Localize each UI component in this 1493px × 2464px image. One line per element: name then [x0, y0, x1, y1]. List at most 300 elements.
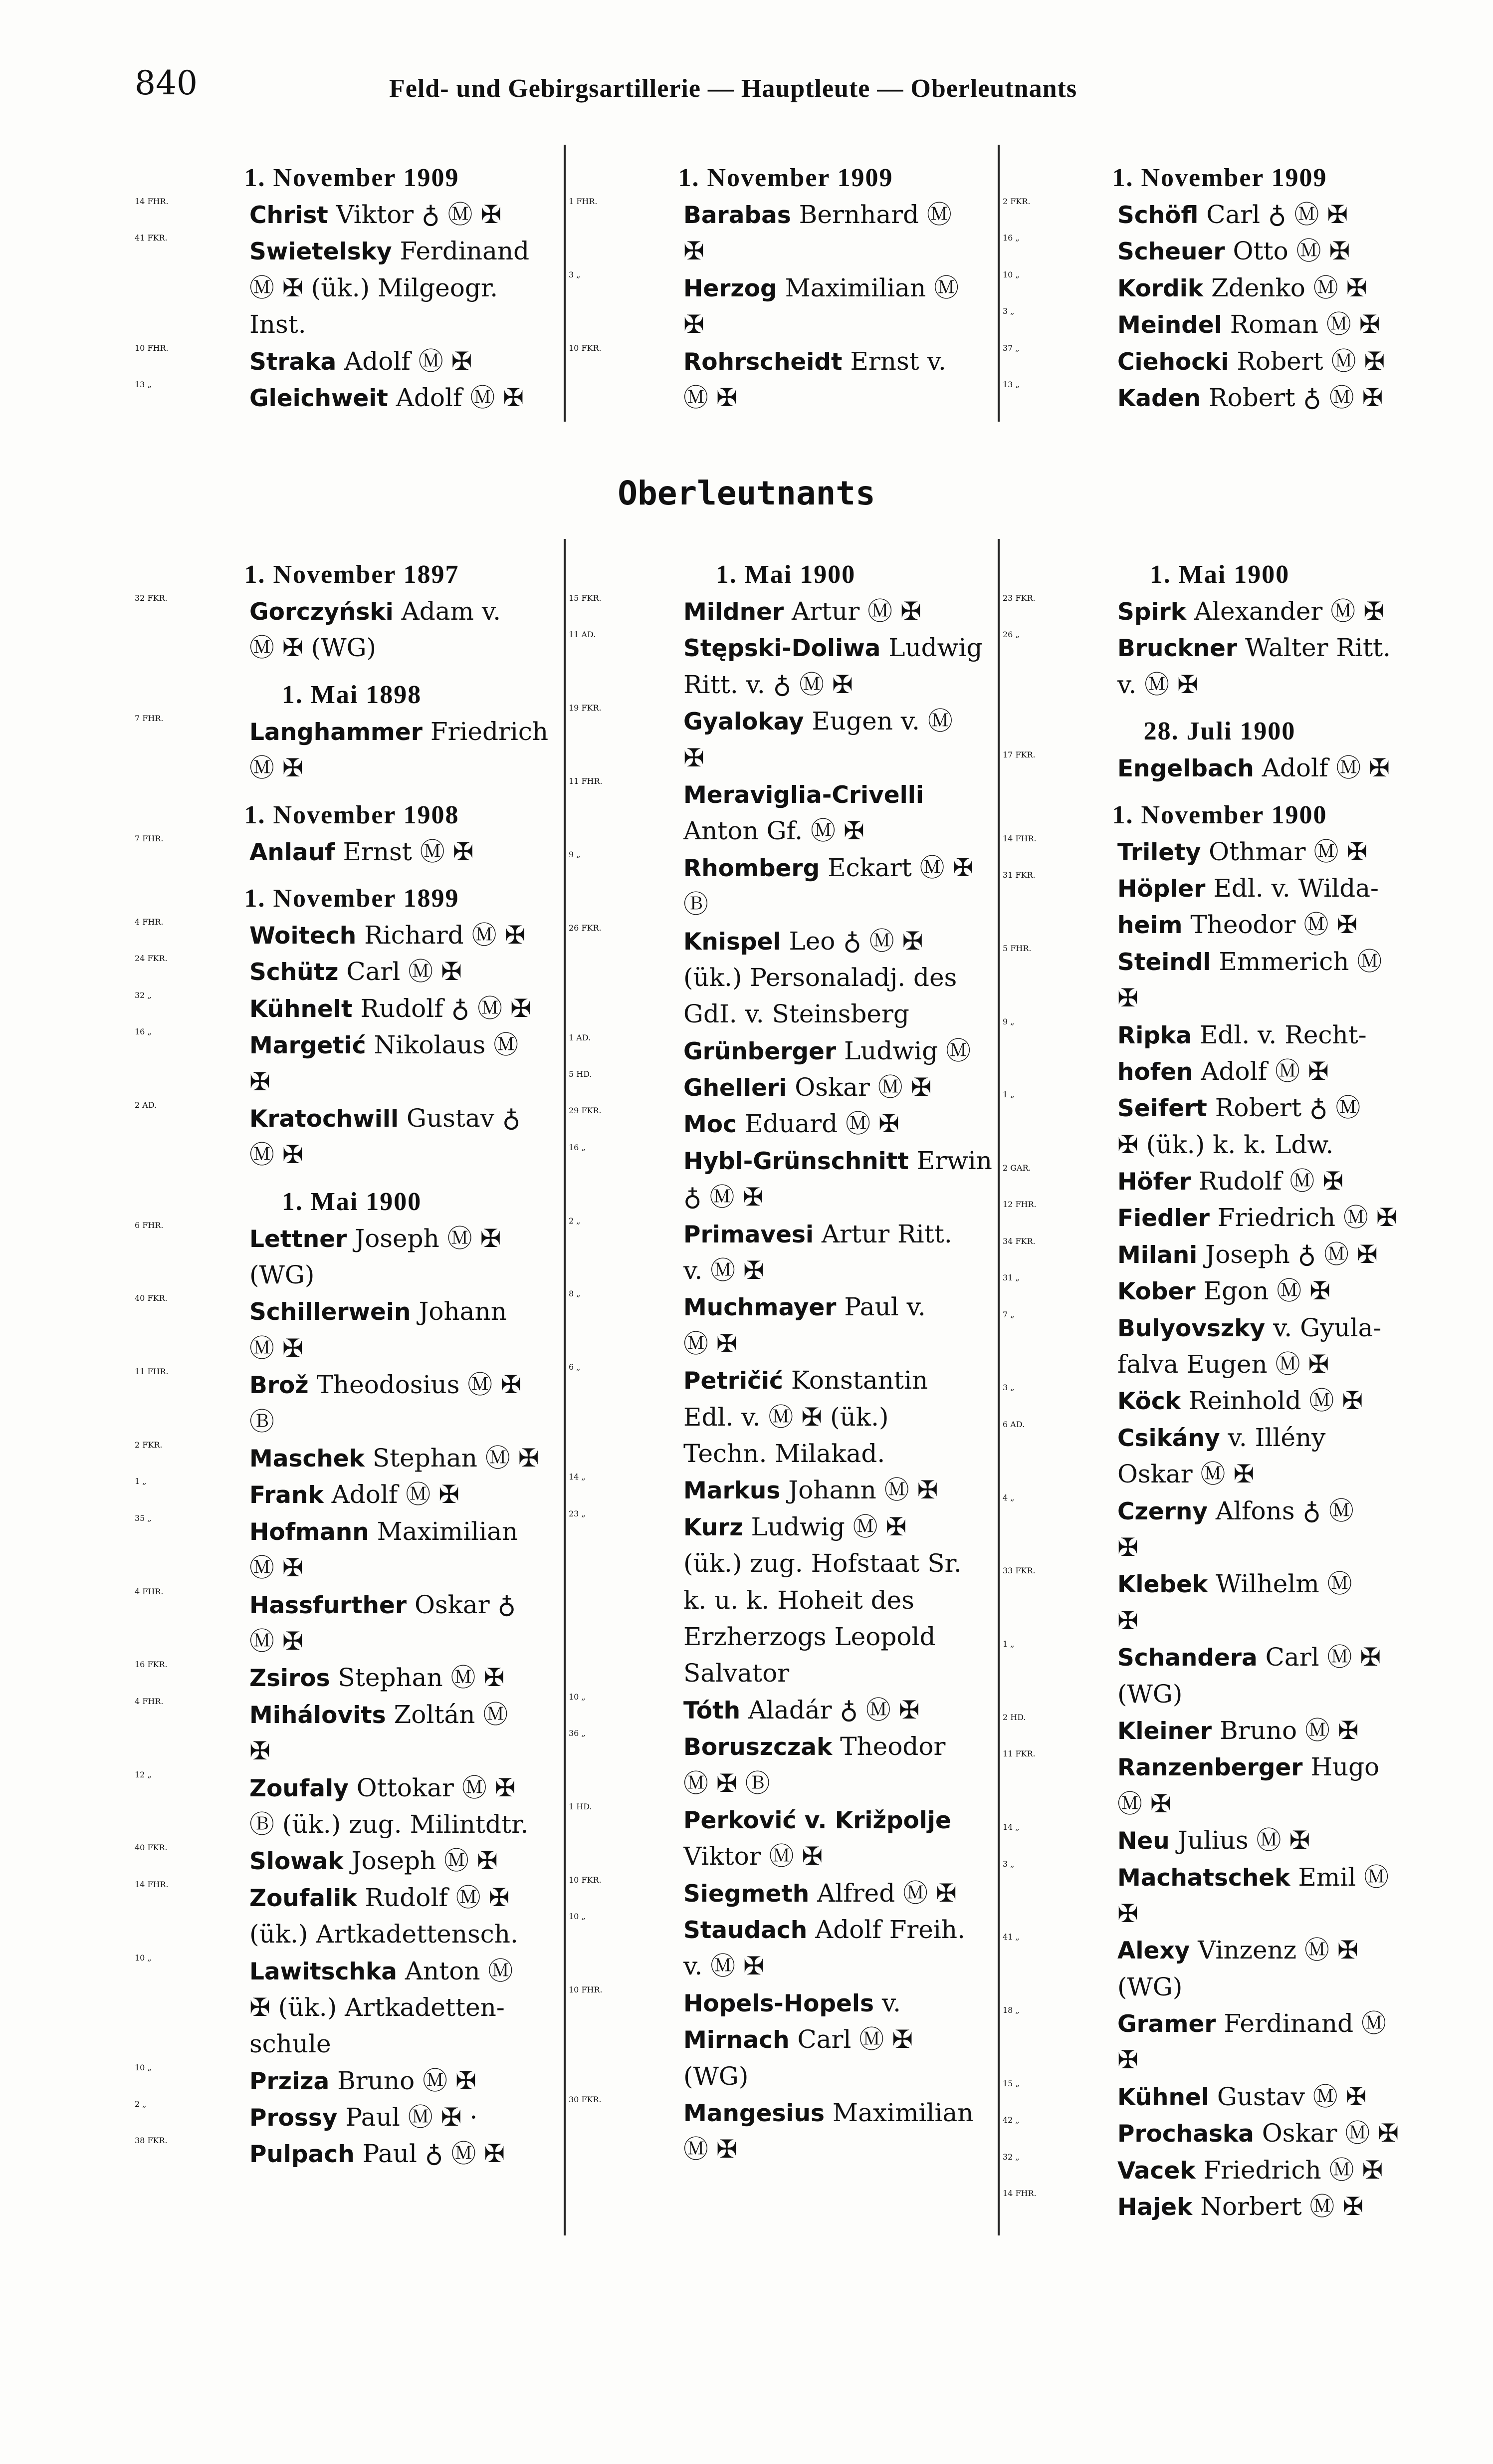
entry-line — [683, 630, 1003, 666]
entry-line — [683, 593, 1003, 630]
officer-surname: Pulpach — [249, 2141, 355, 2169]
unit-number: 2 GAR. — [1003, 1163, 1031, 1173]
entry-line — [249, 750, 569, 786]
entry-line — [249, 380, 569, 416]
officer-details: (WG) — [249, 1260, 315, 1290]
officer-surname: Höfer — [1117, 1168, 1191, 1196]
officer-surname: Ghelleri — [683, 1074, 787, 1102]
entry-line — [1117, 1566, 1437, 1602]
block-spacer — [135, 1174, 569, 1184]
officer-surname: Csikány — [1117, 1424, 1220, 1452]
date-heading: 1. November 1909 — [678, 164, 893, 192]
list-item — [1003, 343, 1437, 380]
unit-number: 14 „ — [569, 1472, 586, 1482]
entry-line — [683, 1106, 1003, 1142]
list-item — [1003, 270, 1437, 306]
entry-line — [683, 197, 1003, 233]
unit-number: 4 FHR. — [135, 1696, 164, 1706]
officer-details: Carl Ⓜ ✠ — [789, 2025, 913, 2054]
column-1 — [135, 556, 569, 2173]
officer-details: Eckart Ⓜ ✠ — [820, 853, 974, 882]
entry-line — [683, 306, 1003, 343]
officer-details: Erwin — [908, 1146, 993, 1175]
officer-details: ✠ — [1117, 984, 1138, 1013]
officer-details: Rudolf Ⓜ ✠ — [357, 1883, 510, 1912]
officer-details: Alfred Ⓜ ✠ — [809, 1878, 957, 1908]
unit-number: 3 „ — [1003, 1859, 1015, 1869]
entry-line — [683, 1252, 1003, 1289]
officer-details: Ⓜ ✠ — [249, 1626, 303, 1656]
officer-surname: Czerny — [1117, 1497, 1208, 1525]
officer-details: ✠ (ük.) Artkadetten- — [249, 1992, 505, 2022]
unit-number: 14 FHR. — [135, 1879, 169, 1889]
officer-details: Ⓜ ✠ — [683, 383, 737, 412]
officer-details: Bruno Ⓜ ✠ — [329, 2066, 476, 2095]
officer-surname: Gyalokay — [683, 708, 804, 736]
entry-line — [249, 1257, 569, 1293]
unit-number: 40 FKR. — [135, 1293, 168, 1303]
entry-line — [1117, 834, 1437, 870]
entry-line — [249, 1623, 569, 1660]
list-item — [135, 1477, 569, 1513]
officer-details: Richard Ⓜ ✠ — [356, 920, 526, 950]
officer-details: Adolf Ⓜ ✠ — [1254, 753, 1390, 783]
entry-line — [1117, 1127, 1437, 1163]
list-item — [569, 197, 1003, 270]
unit-number: 38 FKR. — [135, 2136, 168, 2146]
officer-surname: Staudach — [683, 1917, 808, 1945]
list-item — [569, 1472, 1003, 1508]
officer-surname: Schandera — [1117, 1644, 1258, 1672]
unit-number: 7 „ — [1003, 1309, 1015, 1319]
date-heading: 1. Mai 1900 — [715, 560, 856, 589]
officer-surname: Meindel — [1117, 311, 1222, 339]
officer-surname: Knispel — [683, 928, 781, 956]
officer-details: Ⓜ ✠ (ük.) Milgeogr. — [249, 273, 498, 302]
officer-details: (ük.) Artkadettensch. — [249, 1920, 518, 1949]
entry-line — [1117, 870, 1437, 907]
entry-line — [683, 1765, 1003, 1802]
entry-line — [1117, 1822, 1437, 1859]
officer-details: Aladár ♁ Ⓜ ✠ — [740, 1695, 920, 1725]
entry-line — [683, 1216, 1003, 1252]
officer-surname: Neu — [1117, 1827, 1170, 1855]
entry-line — [1117, 2042, 1437, 2078]
list-item — [135, 954, 569, 990]
officer-surname: Slowak — [249, 1848, 344, 1876]
list-item — [135, 343, 569, 380]
entry-line — [1117, 2079, 1437, 2115]
list-item — [135, 2099, 569, 2136]
list-item — [135, 1221, 569, 1294]
entry-line — [249, 1330, 569, 1367]
unit-number: 16 FKR. — [135, 1660, 168, 1670]
officer-details: Artur Ritt. — [814, 1219, 952, 1248]
unit-number: 16 „ — [135, 1027, 152, 1037]
list-item — [1003, 630, 1437, 703]
officer-details: v. Gyula- — [1265, 1313, 1382, 1342]
officer-surname: Siegmeth — [683, 1880, 810, 1908]
unit-number: 12 FHR. — [1003, 1200, 1037, 1210]
entry-line — [683, 1399, 1003, 1436]
officer-details: Roman Ⓜ ✠ — [1222, 310, 1380, 339]
list-item — [1003, 2005, 1437, 2079]
list-item — [569, 1912, 1003, 1985]
officer-details: Oskar Ⓜ ✠ — [1254, 2119, 1399, 2148]
entry-line — [249, 593, 569, 630]
officer-surname: Gramer — [1117, 2010, 1216, 2038]
entry-line — [1117, 1639, 1437, 1676]
section-title: Oberleutnants — [618, 474, 875, 512]
entry-line — [1117, 2152, 1437, 2189]
entry-line — [1117, 197, 1437, 233]
entry-line — [1117, 1420, 1437, 1456]
unit-number: 18 „ — [1003, 2005, 1020, 2015]
unit-number: 36 „ — [569, 1728, 586, 1738]
list-item — [569, 1728, 1003, 1802]
officer-details: ✠ — [1117, 1899, 1138, 1928]
date-heading: 1. November 1909 — [1112, 164, 1327, 192]
officer-surname: Kober — [1117, 1278, 1196, 1306]
officer-details: Zdenko Ⓜ ✠ — [1203, 273, 1367, 302]
entry-line — [1117, 1383, 1437, 1419]
entry-line — [683, 233, 1003, 269]
entry-line — [1117, 2115, 1437, 2152]
officer-details: Nikolaus Ⓜ — [366, 1030, 519, 1060]
officer-details: v. Ⓜ ✠ — [683, 1256, 764, 1285]
officer-details: (WG) — [683, 2061, 749, 2091]
officer-details: Artur Ⓜ ✠ — [784, 597, 921, 626]
entry-line — [683, 1509, 1003, 1545]
officer-surname: Bruckner — [1117, 635, 1238, 663]
entry-line — [683, 2095, 1003, 2131]
unit-number: 19 FKR. — [569, 703, 602, 713]
entry-line — [1117, 1493, 1437, 1529]
list-item — [569, 270, 1003, 343]
officer-details: Oskar ♁ — [407, 1590, 516, 1619]
date-heading: 1. November 1908 — [244, 800, 459, 829]
list-item — [1003, 197, 1437, 233]
column-rule-2 — [998, 539, 1000, 2235]
list-item — [569, 703, 1003, 776]
list-item — [569, 1509, 1003, 1692]
column-1 — [135, 160, 569, 416]
entry-line — [1117, 1090, 1437, 1126]
officer-details: schule — [249, 2029, 331, 2059]
officer-details: ♁ Ⓜ ✠ — [683, 1183, 764, 1212]
list-item — [569, 1802, 1003, 1875]
list-item — [569, 1985, 1003, 2095]
officer-details: Stephan Ⓜ ✠ — [330, 1663, 505, 1693]
unit-number: 37 „ — [1003, 343, 1020, 353]
unit-number: 1 „ — [1003, 1090, 1015, 1100]
entry-line — [683, 1692, 1003, 1728]
list-item — [569, 1289, 1003, 1362]
unit-number: 35 „ — [135, 1513, 152, 1523]
entry-line — [683, 1289, 1003, 1325]
list-item — [569, 1143, 1003, 1216]
officer-details: ✠ — [249, 1067, 270, 1096]
unit-number: 32 „ — [1003, 2152, 1020, 2162]
unit-number: 7 FHR. — [135, 713, 164, 723]
officer-surname: Petričić — [683, 1367, 783, 1395]
list-item — [135, 1953, 569, 2063]
unit-number: 6 „ — [569, 1362, 581, 1372]
entry-line — [249, 306, 569, 343]
entry-line — [1117, 593, 1437, 630]
unit-number: 10 FHR. — [135, 343, 169, 353]
officer-surname: Muchmayer — [683, 1294, 837, 1322]
officer-surname: Perković v. Križpolje — [683, 1806, 951, 1834]
unit-number: 2 „ — [569, 1216, 581, 1226]
entry-line — [249, 1221, 569, 1257]
unit-number: 8 „ — [569, 1289, 581, 1299]
list-item — [1003, 750, 1437, 786]
column-2 — [569, 160, 1003, 416]
officer-details: Rudolf ♁ Ⓜ ✠ — [352, 993, 531, 1023]
unit-number: 14 „ — [1003, 1822, 1020, 1832]
officer-details: Viktor Ⓜ ✠ — [683, 1842, 823, 1871]
entry-line — [683, 740, 1003, 776]
entry-line — [249, 1064, 569, 1100]
list-item — [135, 1027, 569, 1100]
officer-details: Paul ♁ Ⓜ ✠ — [354, 2139, 505, 2169]
entry-line — [1117, 2189, 1437, 2225]
officer-surname: Engelbach — [1117, 755, 1254, 783]
unit-number: 15 FKR. — [569, 593, 602, 603]
list-item — [1003, 306, 1437, 343]
unit-number: 5 HD. — [569, 1069, 592, 1079]
list-item — [1003, 1017, 1437, 1090]
officer-surname: Köck — [1117, 1388, 1181, 1416]
officer-surname: Boruszczak — [683, 1733, 833, 1761]
entry-line — [249, 1770, 569, 1806]
list-item — [1003, 1310, 1437, 1383]
unit-number: 13 „ — [1003, 379, 1020, 389]
entry-line — [249, 1733, 569, 1769]
officer-surname: Tóth — [683, 1697, 741, 1725]
entry-line — [683, 1179, 1003, 1216]
officer-details: Alexander Ⓜ ✠ — [1186, 597, 1385, 626]
entry-line — [683, 886, 1003, 923]
entry-line — [683, 1436, 1003, 1472]
entry-line — [683, 2131, 1003, 2168]
officer-details: Bruno Ⓜ ✠ — [1212, 1716, 1359, 1745]
officer-surname: Primavesi — [683, 1221, 814, 1248]
unit-number: 10 „ — [135, 1953, 152, 1963]
officer-details: Adolf Ⓜ ✠ — [336, 346, 472, 376]
officer-details: Techn. Milakad. — [683, 1439, 885, 1468]
officer-details: Alfons ♁ Ⓜ — [1208, 1496, 1354, 1525]
list-item — [135, 834, 569, 870]
unit-number: 14 FHR. — [135, 197, 169, 206]
list-item — [135, 1770, 569, 1843]
officer-details: Ⓜ ✠ — [1117, 1789, 1171, 1818]
officer-surname: Kurz — [683, 1513, 743, 1541]
officer-details: Viktor ♁ Ⓜ ✠ — [328, 200, 502, 229]
entry-line — [249, 630, 569, 666]
entry-line — [683, 923, 1003, 960]
list-item — [135, 917, 569, 954]
officer-surname: Bulyovszky — [1117, 1314, 1266, 1342]
entry-line — [249, 1587, 569, 1623]
entry-line — [1117, 1310, 1437, 1346]
entry-line — [249, 1806, 569, 1843]
unit-number: 9 „ — [569, 849, 581, 859]
officer-details: Ernst Ⓜ ✠ — [335, 837, 474, 866]
entry-line — [1117, 380, 1437, 416]
officer-details: Rudolf Ⓜ ✠ — [1191, 1167, 1344, 1196]
list-item — [135, 1843, 569, 1879]
list-item — [1003, 870, 1437, 944]
unit-number: 41 FKR. — [135, 233, 168, 243]
entry-line — [249, 1697, 569, 1733]
officer-surname: Hassfurther — [249, 1591, 407, 1619]
officer-details: Theodor — [832, 1732, 946, 1761]
list-item — [1003, 1859, 1437, 1933]
entry-line — [1117, 1529, 1437, 1566]
officer-details: Ⓑ — [683, 890, 708, 919]
entry-line — [249, 2026, 569, 2062]
page-header — [0, 0, 1493, 120]
officer-details: Ⓜ ✠ — [249, 1333, 303, 1363]
list-item — [569, 2095, 1003, 2168]
unit-number: 11 FHR. — [135, 1367, 169, 1377]
officer-details: Edl. v. Ⓜ ✠ (ük.) — [683, 1402, 889, 1432]
entry-line — [1117, 270, 1437, 306]
date-heading: 1. November 1899 — [244, 884, 459, 913]
officer-surname: Brož — [249, 1372, 309, 1400]
entry-line — [683, 1326, 1003, 1362]
officer-details: Norbert Ⓜ ✠ — [1192, 2192, 1364, 2221]
unit-number: 2 „ — [135, 2099, 147, 2109]
officer-details: (WG) — [1117, 1679, 1183, 1709]
officer-details: v. Illény — [1220, 1423, 1326, 1452]
officer-surname: Kleiner — [1117, 1717, 1212, 1745]
unit-number: 23 „ — [569, 1508, 586, 1518]
date-heading: 1. Mai 1898 — [281, 680, 422, 709]
list-item — [135, 1880, 569, 1953]
officer-details: Ⓜ ✠ — [249, 1553, 303, 1583]
block-spacer — [1003, 703, 1437, 713]
list-item — [135, 1440, 569, 1477]
officer-details: Theodor Ⓜ ✠ — [1182, 910, 1358, 940]
date-heading: 28. Juli 1900 — [1143, 717, 1296, 746]
list-item — [1003, 1163, 1437, 1200]
list-item — [569, 1216, 1003, 1289]
officer-details: Egon Ⓜ ✠ — [1195, 1276, 1330, 1306]
officer-details: Ottokar Ⓜ ✠ — [348, 1773, 516, 1802]
officer-details: Ⓜ ✠ — [249, 753, 303, 783]
officer-surname: Zoufalik — [249, 1884, 357, 1912]
officer-details: Joseph Ⓜ ✠ — [343, 1846, 498, 1876]
officer-surname: Langhammer — [249, 718, 423, 746]
unit-number: 2 FKR. — [1003, 197, 1031, 206]
entry-line — [249, 917, 569, 954]
column-rule-1 — [564, 539, 566, 2235]
entry-line — [683, 2058, 1003, 2095]
entry-line — [249, 343, 569, 380]
officer-details: ✠ — [249, 1736, 270, 1766]
officer-details: Edl. v. Wilda- — [1205, 873, 1379, 903]
officer-surname: Herzog — [683, 274, 777, 302]
entry-line — [249, 1100, 569, 1137]
officer-details: Julius Ⓜ ✠ — [1169, 1826, 1310, 1855]
officer-surname: Prochaska — [1117, 2120, 1254, 2148]
page-number: 840 — [135, 64, 198, 102]
officer-details: Ernst v. — [842, 346, 946, 376]
list-item — [1003, 1822, 1437, 1859]
entry-line — [249, 1367, 569, 1403]
entry-line — [249, 1477, 569, 1513]
officer-surname: Meraviglia-Crivelli — [683, 781, 924, 809]
officer-details: Konstantin — [783, 1366, 928, 1395]
officer-details: ✠ — [683, 743, 704, 772]
officer-surname: Milani — [1117, 1241, 1198, 1269]
officer-surname: Hopels-Hopels — [683, 1989, 874, 2017]
officer-surname: Zoufaly — [249, 1774, 349, 1802]
entry-line — [1117, 233, 1437, 269]
entry-line — [683, 703, 1003, 739]
officer-surname: Kordik — [1117, 274, 1204, 302]
officer-surname: Kaden — [1117, 384, 1201, 412]
officer-details: Salvator — [683, 1659, 790, 1688]
officer-details: v. Ⓜ ✠ — [1117, 670, 1198, 699]
entry-line — [249, 714, 569, 750]
list-item — [1003, 593, 1437, 630]
entry-line — [683, 1582, 1003, 1619]
entry-line — [249, 2099, 569, 2136]
officer-surname: Kratochwill — [249, 1105, 399, 1133]
officer-details: Inst. — [249, 310, 306, 339]
list-item — [1003, 1383, 1437, 1419]
list-item — [1003, 1200, 1437, 1236]
officer-details: Ⓑ (ük.) zug. Milintdtr. — [249, 1809, 529, 1839]
list-item — [135, 1660, 569, 1696]
column-3 — [1003, 160, 1437, 416]
officer-details: Adolf Ⓜ ✠ — [323, 1480, 460, 1509]
officer-surname: Rohrscheidt — [683, 348, 843, 376]
entry-line — [683, 1985, 1003, 2021]
list-item — [1003, 1273, 1437, 1309]
officer-details: Friedrich Ⓜ ✠ — [1195, 2155, 1383, 2185]
officer-details: Ⓜ ✠ — [683, 2135, 737, 2164]
officer-surname: Anlauf — [249, 838, 335, 866]
unit-number: 9 „ — [1003, 1016, 1015, 1026]
entry-line — [683, 996, 1003, 1032]
officer-details: Emil Ⓜ — [1290, 1862, 1389, 1892]
list-item — [135, 1367, 569, 1440]
officer-details: Eduard Ⓜ ✠ — [736, 1109, 899, 1139]
officer-surname: Scheuer — [1117, 238, 1225, 266]
officer-surname: Hybl-Grünschnitt — [683, 1147, 909, 1175]
officer-details: Ferdinand Ⓜ — [1216, 2009, 1386, 2038]
officer-surname: Steindl — [1117, 948, 1211, 976]
list-item — [1003, 1420, 1437, 1493]
entry-line — [249, 197, 569, 233]
officer-surname: Christ — [249, 202, 328, 229]
entry-line — [683, 1875, 1003, 1912]
entry-line — [683, 1655, 1003, 1692]
column-3 — [1003, 556, 1437, 2225]
unit-number: 10 FHR. — [569, 1984, 603, 1994]
unit-number: 13 „ — [135, 379, 152, 389]
entry-line — [1117, 1749, 1437, 1785]
officer-surname: Schillerwein — [249, 1298, 411, 1326]
entry-line — [1117, 1273, 1437, 1309]
unit-number: 31 „ — [1003, 1273, 1020, 1283]
entry-line — [683, 850, 1003, 886]
